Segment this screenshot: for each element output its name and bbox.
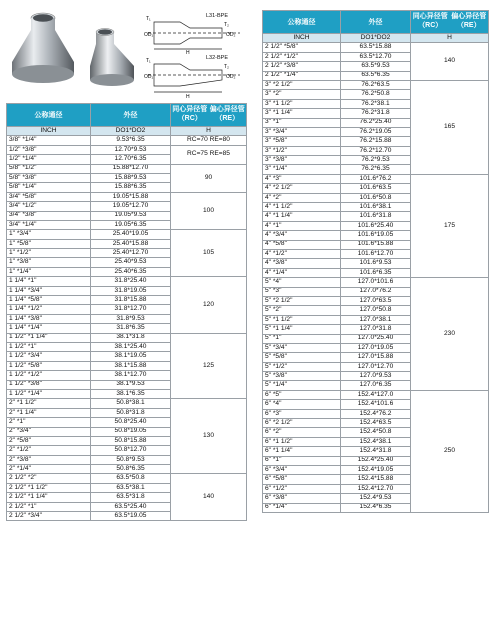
cell-nominal-size: 1" *1/4"	[7, 267, 91, 276]
cell-height: 140	[171, 474, 247, 521]
cell-outer-diameter: 127.0*19.05	[341, 343, 411, 352]
cell-nominal-size: 1 1/2" *1"	[7, 342, 91, 351]
cell-outer-diameter: 25.40*12.70	[91, 249, 171, 258]
cell-outer-diameter: 31.8*9.53	[91, 314, 171, 323]
product-illustration	[6, 8, 248, 100]
cell-height: 100	[171, 192, 247, 230]
cell-nominal-size: 1 1/2" *3/4"	[7, 352, 91, 361]
table-row	[263, 278, 489, 287]
cell-nominal-size: 1 1/4" *3/8"	[7, 314, 91, 323]
cell-outer-diameter: 12.70*9.53	[91, 145, 171, 154]
cell-nominal-size: 5" *1/2"	[263, 362, 341, 371]
cell-nominal-size: 4" *1 1/4"	[263, 212, 341, 221]
table-row	[7, 145, 247, 154]
cell-outer-diameter: 38.1*25.40	[91, 342, 171, 351]
table-header-row	[263, 11, 489, 34]
cell-nominal-size: 3" *3/4"	[263, 127, 341, 136]
cell-nominal-size: 1 1/4" *1"	[7, 277, 91, 286]
cell-outer-diameter: 31.8*15.88	[91, 296, 171, 305]
cell-outer-diameter: 152.4*76.2	[341, 409, 411, 418]
cell-outer-diameter: 76.2*12.70	[341, 146, 411, 155]
cell-nominal-size: 6" *5"	[263, 390, 341, 399]
cell-outer-diameter: 152.4*63.5	[341, 419, 411, 428]
cell-outer-diameter: 63.5*31.8	[91, 493, 171, 502]
cell-nominal-size: 6" *3/8"	[263, 494, 341, 503]
cell-outer-diameter: 152.4*9.53	[341, 494, 411, 503]
cell-nominal-size: 2" *1"	[7, 418, 91, 427]
eccentric-reducer-small-image	[88, 26, 136, 90]
cell-outer-diameter: 63.5*19.05	[91, 512, 171, 521]
cell-outer-diameter: 38.1*15.88	[91, 361, 171, 370]
cell-outer-diameter: 38.1*6.35	[91, 389, 171, 398]
cell-nominal-size: 5" *3/8"	[263, 372, 341, 381]
cell-nominal-size: 4" *1"	[263, 221, 341, 230]
cell-nominal-size: 1 1/4" *1/2"	[7, 305, 91, 314]
drawing-od1-top: OD₁	[144, 32, 154, 38]
cell-outer-diameter: 152.4*127.0	[341, 390, 411, 399]
cell-nominal-size: 3" *1 1/4"	[263, 109, 341, 118]
cell-outer-diameter: 25.40*9.53	[91, 258, 171, 267]
cell-outer-diameter: 127.0*25.40	[341, 334, 411, 343]
cell-outer-diameter: 76.2*25.40	[341, 118, 411, 127]
cell-outer-diameter: 76.2*31.8	[341, 109, 411, 118]
table-row	[7, 164, 247, 173]
cell-outer-diameter: 31.8*25.40	[91, 277, 171, 286]
table-header-row	[7, 104, 247, 127]
cell-outer-diameter: 76.2*15.88	[341, 137, 411, 146]
subheader-inch: INCH	[263, 34, 341, 43]
cell-nominal-size: 1 1/2" *1/4"	[7, 389, 91, 398]
cell-outer-diameter: 19.05*15.88	[91, 192, 171, 201]
cell-height: 165	[411, 80, 489, 174]
cell-outer-diameter: 15.88*9.53	[91, 173, 171, 182]
cell-nominal-size: 3" *1 1/2"	[263, 99, 341, 108]
cell-outer-diameter: 25.40*6.35	[91, 267, 171, 276]
cell-outer-diameter: 19.05*9.53	[91, 211, 171, 220]
cell-nominal-size: 5/8" *1/2"	[7, 164, 91, 173]
cell-nominal-size: 1" *3/4"	[7, 230, 91, 239]
cell-outer-diameter: 25.40*19.05	[91, 230, 171, 239]
cell-height: 175	[411, 174, 489, 277]
cell-outer-diameter: 63.5*38.1	[91, 483, 171, 492]
cell-outer-diameter: 9.53*6.35	[91, 136, 171, 145]
cell-outer-diameter: 50.8*38.1	[91, 399, 171, 408]
subheader-dimensions: DO1*DO2	[91, 127, 171, 136]
drawing-h-top: H	[186, 50, 190, 56]
cell-nominal-size: 5/8" *3/8"	[7, 173, 91, 182]
cell-nominal-size: 6" *1"	[263, 456, 341, 465]
cell-outer-diameter: 15.88*6.35	[91, 183, 171, 192]
cell-nominal-size: 5" *2"	[263, 306, 341, 315]
cell-outer-diameter: 63.5*15.88	[341, 43, 411, 52]
drawing-od1-bottom: OD₁	[144, 74, 154, 80]
cell-outer-diameter: 63.5*9.53	[341, 62, 411, 71]
subheader-dimensions: DO1*DO2	[341, 34, 411, 43]
cell-nominal-size: 3/8" *1/4"	[7, 136, 91, 145]
cell-outer-diameter: 127.0*38.1	[341, 315, 411, 324]
cell-outer-diameter: 127.0*101.6	[341, 278, 411, 287]
cell-nominal-size: 1/2" *1/4"	[7, 155, 91, 164]
cell-nominal-size: 3/4" *3/8"	[7, 211, 91, 220]
cell-outer-diameter: 152.4*50.8	[341, 428, 411, 437]
drawing-od2-bottom: OD₂	[226, 74, 236, 80]
cell-nominal-size: 5" *1/4"	[263, 381, 341, 390]
cell-nominal-size: 2 1/2" *2"	[7, 474, 91, 483]
cell-outer-diameter: 101.6*63.5	[341, 184, 411, 193]
header-outer-diameter: 外径	[341, 11, 411, 34]
cell-height: 125	[171, 333, 247, 399]
table-body-right	[263, 43, 489, 513]
cell-outer-diameter: 152.4*25.40	[341, 456, 411, 465]
table-row	[7, 333, 247, 342]
cell-outer-diameter: 38.1*19.05	[91, 352, 171, 361]
cell-outer-diameter: 152.4*15.88	[341, 475, 411, 484]
cell-nominal-size: 3" *3/8"	[263, 156, 341, 165]
cell-outer-diameter: 31.8*12.70	[91, 305, 171, 314]
cell-outer-diameter: 101.6*50.8	[341, 193, 411, 202]
cell-nominal-size: 1 1/4" *1/4"	[7, 324, 91, 333]
table-row	[7, 399, 247, 408]
header-rc-re: 同心异径管 （RC） 偏心异径管 （RE）	[171, 104, 247, 127]
cell-nominal-size: 2 1/2" *1"	[7, 502, 91, 511]
cell-nominal-size: 6" *2 1/2"	[263, 419, 341, 428]
cell-nominal-size: 4" *2"	[263, 193, 341, 202]
cell-nominal-size: 3/4" *5/8"	[7, 192, 91, 201]
table-row	[7, 230, 247, 239]
cell-outer-diameter: 50.8*6.35	[91, 465, 171, 474]
cell-nominal-size: 3" *2"	[263, 90, 341, 99]
cell-nominal-size: 4" *3/4"	[263, 231, 341, 240]
header-rc-re: 同心异径管 （RC） 偏心异径管 （RE）	[411, 11, 489, 34]
cell-outer-diameter: 25.40*15.88	[91, 239, 171, 248]
cell-nominal-size: 5" *5/8"	[263, 353, 341, 362]
cell-nominal-size: 4" *5/8"	[263, 240, 341, 249]
header-nominal-size: 公称通径	[263, 11, 341, 34]
table-subheader-row	[263, 34, 489, 43]
cell-nominal-size: 1" *1/2"	[7, 249, 91, 258]
cell-outer-diameter: 38.1*12.70	[91, 371, 171, 380]
drawing-t2-bottom: T₂	[224, 64, 229, 70]
cell-nominal-size: 5" *2 1/2"	[263, 296, 341, 305]
cell-outer-diameter: 127.0*76.2	[341, 287, 411, 296]
cell-outer-diameter: 152.4*12.70	[341, 484, 411, 493]
cell-outer-diameter: 63.5*25.40	[91, 502, 171, 511]
cell-nominal-size: 6" *1/4"	[263, 503, 341, 512]
cell-outer-diameter: 31.8*19.05	[91, 286, 171, 295]
cell-outer-diameter: 12.70*6.35	[91, 155, 171, 164]
cell-height: 140	[411, 43, 489, 81]
drawing-t1-top: T₁	[146, 16, 151, 22]
header-nominal-size: 公称通径	[7, 104, 91, 127]
table-row	[7, 277, 247, 286]
table-body-left	[7, 136, 247, 521]
subheader-inch: INCH	[7, 127, 91, 136]
cell-outer-diameter: 101.6*6.35	[341, 268, 411, 277]
cell-nominal-size: 6" *5/8"	[263, 475, 341, 484]
cell-outer-diameter: 127.0*12.70	[341, 362, 411, 371]
cell-nominal-size: 4" *1 1/2"	[263, 203, 341, 212]
cell-nominal-size: 4" *3/8"	[263, 259, 341, 268]
table-row	[7, 136, 247, 145]
cell-nominal-size: 4" *3"	[263, 174, 341, 183]
cell-outer-diameter: 63.5*50.8	[91, 474, 171, 483]
cell-outer-diameter: 38.1*9.53	[91, 380, 171, 389]
cell-height: 250	[411, 390, 489, 512]
cell-outer-diameter: 152.4*31.8	[341, 447, 411, 456]
cell-nominal-size: 2 1/2" *5/8"	[263, 43, 341, 52]
cell-nominal-size: 1 1/4" *3/4"	[7, 286, 91, 295]
cell-nominal-size: 5" *3/4"	[263, 343, 341, 352]
cell-height: 90	[171, 164, 247, 192]
cell-nominal-size: 1 1/2" *1 1/4"	[7, 333, 91, 342]
cell-outer-diameter: 101.6*31.8	[341, 212, 411, 221]
cell-nominal-size: 5" *4"	[263, 278, 341, 287]
cell-nominal-size: 2 1/2" *1/2"	[263, 52, 341, 61]
concentric-reducer-large-image	[6, 10, 80, 86]
cell-outer-diameter: 76.2*9.53	[341, 156, 411, 165]
cell-outer-diameter: 50.8*19.05	[91, 427, 171, 436]
cell-outer-diameter: 127.0*31.8	[341, 325, 411, 334]
reducer-dimension-drawing	[144, 8, 248, 100]
cell-nominal-size: 5/8" *1/4"	[7, 183, 91, 192]
cell-nominal-size: 5" *3"	[263, 287, 341, 296]
cell-nominal-size: 3/4" *1/2"	[7, 202, 91, 211]
cell-outer-diameter: 152.4*38.1	[341, 437, 411, 446]
cell-nominal-size: 3/4" *1/4"	[7, 220, 91, 229]
cell-outer-diameter: 152.4*6.35	[341, 503, 411, 512]
cell-height: RC=70 RE=80	[171, 136, 247, 145]
cell-height: 105	[171, 230, 247, 277]
subheader-height: H	[411, 34, 489, 43]
table-row	[7, 192, 247, 201]
cell-outer-diameter: 101.6*15.88	[341, 240, 411, 249]
cell-nominal-size: 3" *5/8"	[263, 137, 341, 146]
cell-height: 130	[171, 399, 247, 474]
cell-height: 120	[171, 277, 247, 333]
cell-nominal-size: 6" *3/4"	[263, 465, 341, 474]
cell-nominal-size: 5" *1 1/4"	[263, 325, 341, 334]
cell-nominal-size: 2" *5/8"	[7, 436, 91, 445]
cell-outer-diameter: 31.8*6.35	[91, 324, 171, 333]
cell-outer-diameter: 152.4*101.6	[341, 400, 411, 409]
drawing-h-bottom: H	[186, 94, 190, 100]
table-row	[7, 474, 247, 483]
cell-outer-diameter: 63.5*6.35	[341, 71, 411, 80]
cell-nominal-size: 2" *3/4"	[7, 427, 91, 436]
drawing-t2-top: T₂	[224, 22, 229, 28]
cell-nominal-size: 1 1/2" *5/8"	[7, 361, 91, 370]
cell-nominal-size: 6" *1 1/2"	[263, 437, 341, 446]
cell-outer-diameter: 63.5*12.70	[341, 52, 411, 61]
cell-outer-diameter: 127.0*15.88	[341, 353, 411, 362]
cell-outer-diameter: 127.0*6.35	[341, 381, 411, 390]
cell-outer-diameter: 19.05*12.70	[91, 202, 171, 211]
reducer-spec-table-left	[6, 103, 247, 521]
cell-outer-diameter: 127.0*9.53	[341, 372, 411, 381]
cell-outer-diameter: 101.6*19.05	[341, 231, 411, 240]
cell-nominal-size: 2" *1 1/4"	[7, 408, 91, 417]
cell-outer-diameter: 101.6*25.40	[341, 221, 411, 230]
reducer-spec-table-right	[262, 10, 489, 513]
cell-nominal-size: 2" *1/4"	[7, 465, 91, 474]
cell-nominal-size: 4" *1/4"	[263, 268, 341, 277]
header-outer-diameter: 外径	[91, 104, 171, 127]
cell-nominal-size: 1 1/2" *1/2"	[7, 371, 91, 380]
table-row	[263, 43, 489, 52]
cell-nominal-size: 2 1/2" *1 1/4"	[7, 493, 91, 502]
cell-outer-diameter: 15.88*12.70	[91, 164, 171, 173]
cell-nominal-size: 4" *1/2"	[263, 249, 341, 258]
table-row	[263, 80, 489, 89]
cell-outer-diameter: 50.8*12.70	[91, 446, 171, 455]
cell-outer-diameter: 50.8*9.53	[91, 455, 171, 464]
cell-height: RC=75 RE=85	[171, 145, 247, 164]
table-row	[263, 390, 489, 399]
cell-nominal-size: 2" *1 1/2"	[7, 399, 91, 408]
cell-outer-diameter: 50.8*25.40	[91, 418, 171, 427]
cell-nominal-size: 5" *1"	[263, 334, 341, 343]
cell-height: 230	[411, 278, 489, 391]
cell-outer-diameter: 50.8*15.88	[91, 436, 171, 445]
cell-outer-diameter: 76.2*63.5	[341, 80, 411, 89]
cell-nominal-size: 1" *5/8"	[7, 239, 91, 248]
subheader-height: H	[171, 127, 247, 136]
cell-outer-diameter: 50.8*31.8	[91, 408, 171, 417]
cell-outer-diameter: 38.1*31.8	[91, 333, 171, 342]
cell-nominal-size: 6" *1 1/4"	[263, 447, 341, 456]
cell-nominal-size: 2 1/2" *1 1/2"	[7, 483, 91, 492]
cell-nominal-size: 1/2" *3/8"	[7, 145, 91, 154]
cell-nominal-size: 4" *2 1/2"	[263, 184, 341, 193]
cell-nominal-size: 3" *1/4"	[263, 165, 341, 174]
cell-outer-diameter: 76.2*6.35	[341, 165, 411, 174]
cell-nominal-size: 3" *1/2"	[263, 146, 341, 155]
table-row	[263, 174, 489, 183]
cell-outer-diameter: 76.2*50.8	[341, 90, 411, 99]
cell-outer-diameter: 101.6*76.2	[341, 174, 411, 183]
cell-nominal-size: 2 1/2" *3/4"	[7, 512, 91, 521]
cell-nominal-size: 6" *3"	[263, 409, 341, 418]
cell-outer-diameter: 101.6*12.70	[341, 249, 411, 258]
cell-outer-diameter: 101.6*9.53	[341, 259, 411, 268]
cell-nominal-size: 1" *3/8"	[7, 258, 91, 267]
cell-outer-diameter: 19.05*6.35	[91, 220, 171, 229]
cell-nominal-size: 3" *2 1/2"	[263, 80, 341, 89]
drawing-label-top: L31-BPE	[206, 13, 229, 19]
cell-nominal-size: 6" *1/2"	[263, 484, 341, 493]
cell-nominal-size: 6" *2"	[263, 428, 341, 437]
table-subheader-row	[7, 127, 247, 136]
cell-nominal-size: 6" *4"	[263, 400, 341, 409]
cell-nominal-size: 5" *1 1/2"	[263, 315, 341, 324]
cell-nominal-size: 2 1/2" *3/8"	[263, 62, 341, 71]
cell-outer-diameter: 127.0*63.5	[341, 296, 411, 305]
cell-nominal-size: 1 1/4" *5/8"	[7, 296, 91, 305]
cell-nominal-size: 2" *3/8"	[7, 455, 91, 464]
drawing-t1-bottom: T₁	[146, 58, 151, 64]
drawing-od2-top: OD₂	[226, 32, 236, 38]
cell-outer-diameter: 101.6*38.1	[341, 203, 411, 212]
cell-outer-diameter: 152.4*19.05	[341, 465, 411, 474]
cell-outer-diameter: 76.2*38.1	[341, 99, 411, 108]
cell-nominal-size: 2" *1/2"	[7, 446, 91, 455]
cell-outer-diameter: 76.2*19.05	[341, 127, 411, 136]
drawing-label-bottom: L32-BPE	[206, 55, 229, 61]
cell-nominal-size: 2 1/2" *1/4"	[263, 71, 341, 80]
cell-outer-diameter: 127.0*50.8	[341, 306, 411, 315]
cell-nominal-size: 1 1/2" *3/8"	[7, 380, 91, 389]
cell-nominal-size: 3" *1"	[263, 118, 341, 127]
